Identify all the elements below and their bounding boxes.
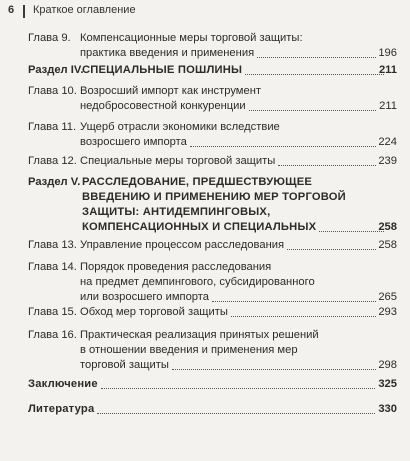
toc-title-line: Возросший импорт как инструмент <box>80 85 262 97</box>
dot-leader <box>245 74 384 75</box>
toc-entry-title <box>82 175 387 235</box>
toc-page-number: 298 <box>378 359 397 371</box>
toc-title-line: Управление процессом расследования <box>80 239 285 251</box>
toc-title-line: КОМПЕНСАЦИОННЫХ И СПЕЦИАЛЬНЫХ <box>82 221 317 233</box>
toc-entry-title <box>28 377 378 392</box>
dot-leader <box>212 301 376 302</box>
toc-title-line: ЗАЩИТЫ: АНТИДЕМПИНГОВЫХ, <box>82 206 271 218</box>
toc-page-number: 293 <box>378 306 397 318</box>
toc-entry-title <box>28 402 378 417</box>
toc-entry-title <box>80 238 379 253</box>
toc-entry[interactable] <box>0 260 410 305</box>
toc-title-line: РАССЛЕДОВАНИЕ, ПРЕДШЕСТВУЮЩЕЕ <box>82 176 313 188</box>
header-divider <box>23 5 25 18</box>
toc-entry[interactable] <box>0 63 410 78</box>
toc-page-number: 258 <box>378 239 397 251</box>
toc-entry-label: Глава 9. <box>28 32 71 44</box>
dot-leader <box>190 146 376 147</box>
toc-entry-label: Глава 14. <box>28 261 77 273</box>
toc-page-number: 196 <box>378 47 397 59</box>
toc-page-number: 211 <box>379 100 397 112</box>
toc-page-number: 258 <box>378 221 397 233</box>
toc-entry-label: Глава 13. <box>28 239 77 251</box>
dot-leader <box>257 57 376 58</box>
toc-title-line: СПЕЦИАЛЬНЫЕ ПОШЛИНЫ <box>82 64 243 76</box>
toc-title-line: Обход мер торговой защиты <box>80 306 228 318</box>
toc-page-number: 239 <box>378 155 397 167</box>
running-title: Краткое оглавление <box>33 4 136 16</box>
toc-title-line: Ущерб отрасли экономики вследствие <box>80 121 280 133</box>
toc-entry[interactable] <box>0 305 410 320</box>
toc-title-line: Специальные меры торговой защиты <box>80 155 276 167</box>
toc-page-number: 330 <box>378 403 397 415</box>
toc-title-line: Компенсационные меры торговой защиты: <box>80 32 303 44</box>
toc-entry[interactable] <box>0 154 410 169</box>
toc-title-line: практика введения и применения <box>80 47 255 59</box>
toc-entry[interactable] <box>0 402 410 417</box>
toc-entry-title <box>80 84 379 114</box>
dot-leader <box>287 249 376 250</box>
toc-title-line: на предмет демпингового, субсидированного <box>80 276 315 288</box>
toc-title-line: или возросшего импорта <box>80 291 209 303</box>
toc-entry-title <box>80 328 379 373</box>
toc-entry-title <box>80 305 379 320</box>
toc-title-line: возросшего импорта <box>80 136 187 148</box>
toc-entry-label: Глава 16. <box>28 329 77 341</box>
toc-entry[interactable] <box>0 31 410 61</box>
toc-page-number: 265 <box>378 291 397 303</box>
toc-entry[interactable] <box>0 238 410 253</box>
dot-leader <box>97 413 375 414</box>
toc-entry[interactable] <box>0 120 410 150</box>
page-number: 6 <box>8 4 15 16</box>
toc-title-line: Заключение <box>28 378 98 390</box>
toc-title-line: ВВЕДЕНИЮ И ПРИМЕНЕНИЮ МЕР ТОРГОВОЙ <box>82 191 346 203</box>
toc-entry-label: Раздел V. <box>28 176 81 188</box>
toc-entry-label: Глава 12. <box>28 155 77 167</box>
toc-entry-label: Глава 11. <box>28 121 77 133</box>
dot-leader <box>249 110 376 111</box>
toc-entry-label: Глава 10. <box>28 85 77 97</box>
toc-entry[interactable] <box>0 84 410 114</box>
toc-page-number: 211 <box>378 64 397 76</box>
toc-entry-title <box>80 154 379 169</box>
dot-leader <box>101 388 375 389</box>
toc-entry[interactable] <box>0 377 410 392</box>
toc-title-line: Литература <box>28 403 95 415</box>
dot-leader <box>278 165 376 166</box>
toc-title-line: недобросовестной конкуренции <box>80 100 246 112</box>
toc-entry-title <box>80 120 379 150</box>
dot-leader <box>231 316 376 317</box>
toc-entry-title <box>82 63 387 78</box>
dot-leader <box>172 369 376 370</box>
toc-page-number: 325 <box>378 378 397 390</box>
toc-entry[interactable] <box>0 328 410 373</box>
toc-entry[interactable] <box>0 175 410 235</box>
toc-title-line: в отношении введения и применения мер <box>80 344 298 356</box>
toc-title-line: Порядок проведения расследования <box>80 261 272 273</box>
toc-title-line: Практическая реализация принятых решений <box>80 329 319 341</box>
toc-page-number: 224 <box>378 136 397 148</box>
toc-entry-label: Раздел IV. <box>28 64 84 76</box>
toc-title-line: торговой защиты <box>80 359 169 371</box>
toc-entry-title <box>80 260 379 305</box>
toc-entry-label: Глава 15. <box>28 306 77 318</box>
toc-entry-title <box>80 31 379 61</box>
